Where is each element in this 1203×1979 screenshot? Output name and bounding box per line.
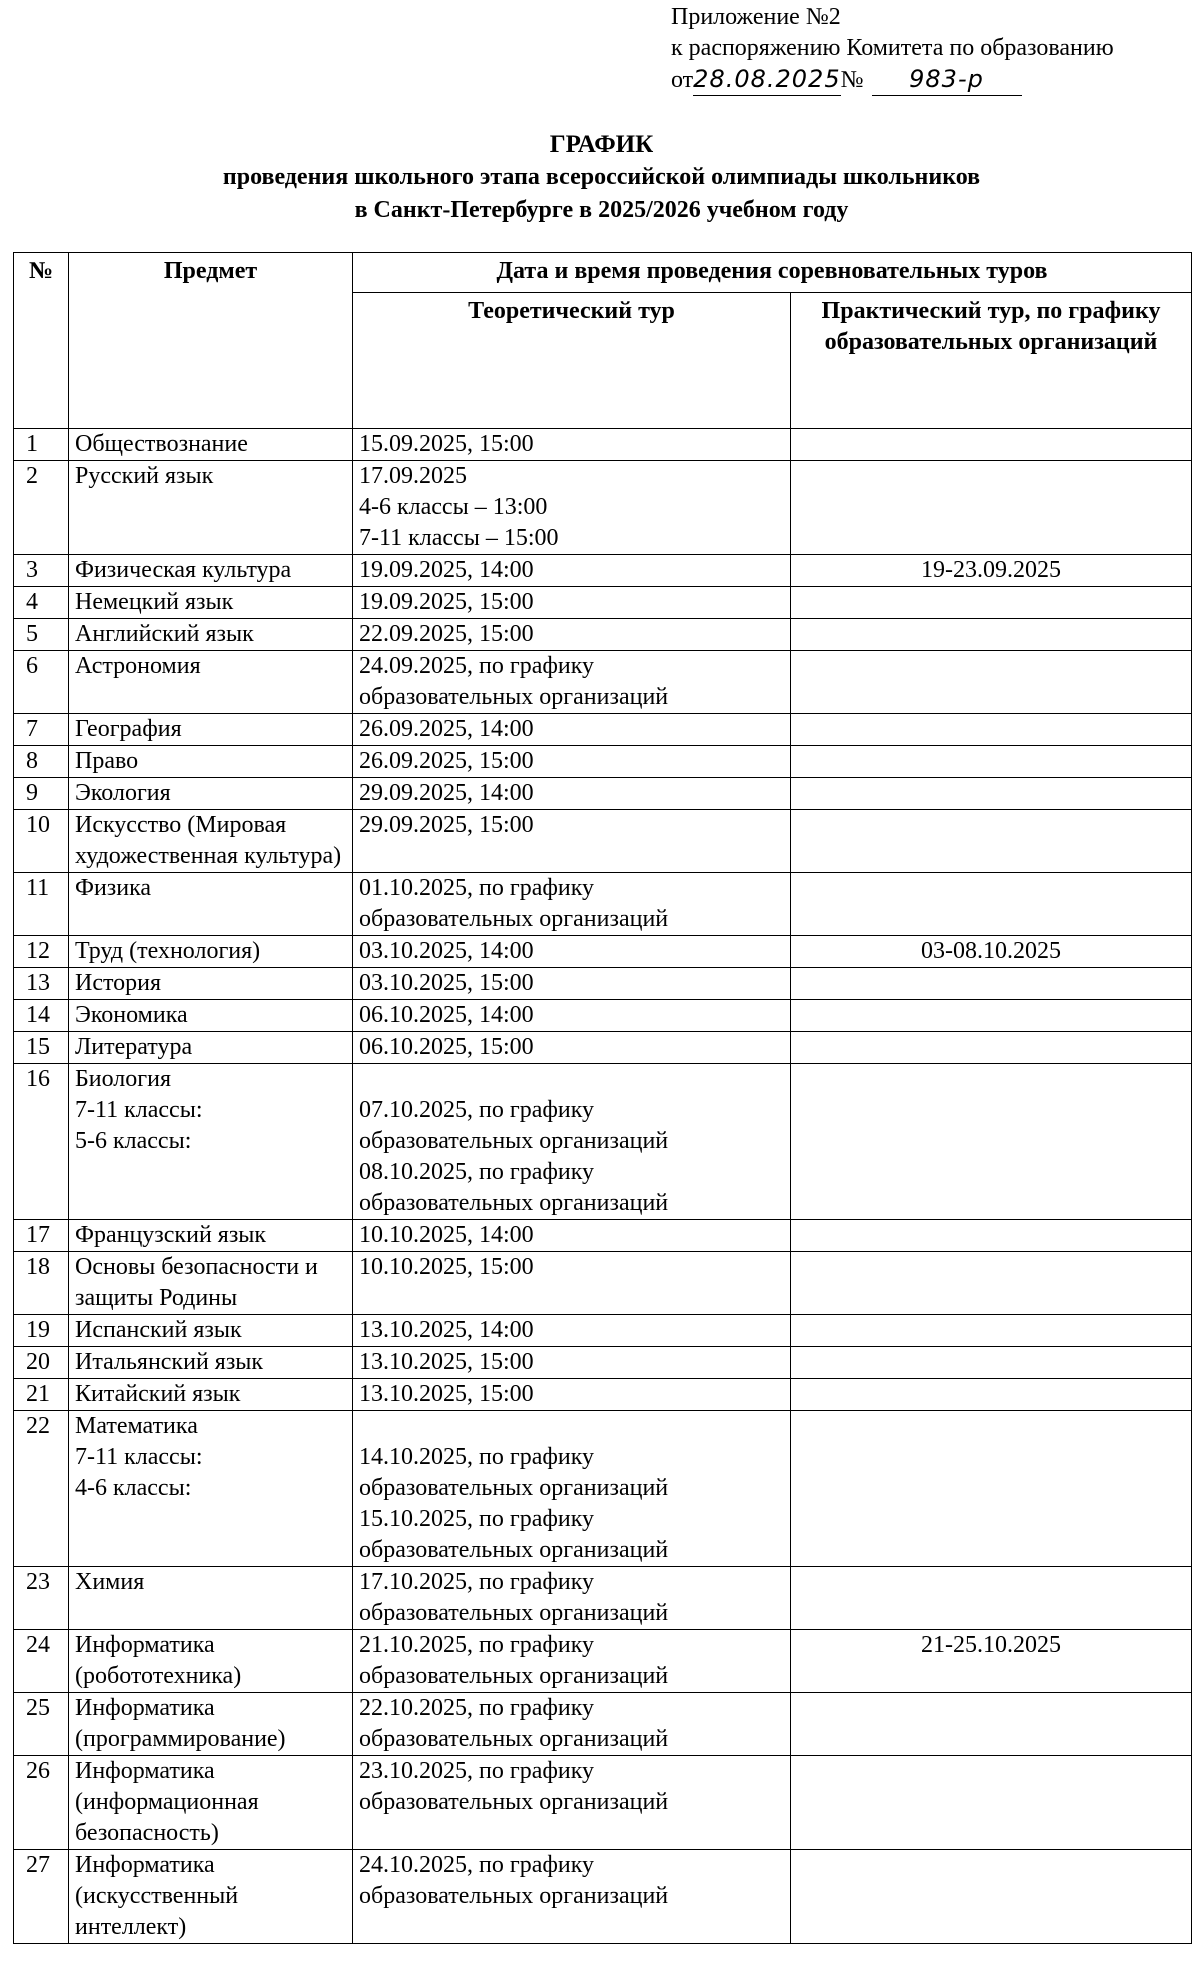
row-practice-dates [791, 810, 1192, 873]
table-row [14, 1032, 1192, 1064]
row-practice-dates [791, 651, 1192, 714]
row-subject: Информатика (информационная безопасность) [69, 1756, 353, 1850]
row-theory-datetime: 19.09.2025, 14:00 [353, 555, 791, 587]
row-number: 25 [14, 1693, 69, 1756]
table-row [14, 968, 1192, 1000]
row-theory-datetime: 29.09.2025, 15:00 [353, 810, 791, 873]
row-number: 13 [14, 968, 69, 1000]
annex-order-reference: к распоряжению Комитета по образованию [671, 35, 1114, 61]
row-number: 17 [14, 1220, 69, 1252]
row-number: 4 [14, 587, 69, 619]
table-row [14, 1064, 1192, 1220]
table-row [14, 651, 1192, 714]
annex-title: Приложение №2 [671, 4, 841, 30]
row-number: 19 [14, 1315, 69, 1347]
row-number: 11 [14, 873, 69, 936]
row-number: 5 [14, 619, 69, 651]
row-practice-dates [791, 1756, 1192, 1850]
row-number: 14 [14, 1000, 69, 1032]
row-theory-datetime: 03.10.2025, 14:00 [353, 936, 791, 968]
row-practice-dates [791, 1347, 1192, 1379]
row-theory-datetime: 06.10.2025, 15:00 [353, 1032, 791, 1064]
row-subject: Русский язык [69, 461, 353, 555]
row-practice-dates [791, 1693, 1192, 1756]
table-row [14, 1756, 1192, 1850]
schedule-table [13, 252, 1192, 1944]
row-subject: Немецкий язык [69, 587, 353, 619]
row-subject: Основы безопасности и защиты Родины [69, 1252, 353, 1315]
table-row [14, 1630, 1192, 1693]
row-subject: Астрономия [69, 651, 353, 714]
row-practice-dates [791, 461, 1192, 555]
title-line-2: проведения школьного этапа всероссийской олимпиады школьников [222, 164, 981, 190]
row-number: 26 [14, 1756, 69, 1850]
row-theory-datetime: 10.10.2025, 15:00 [353, 1252, 791, 1315]
row-practice-dates [791, 1064, 1192, 1220]
row-number: 10 [14, 810, 69, 873]
row-practice-dates [791, 714, 1192, 746]
table-row [14, 555, 1192, 587]
row-subject: Математика 7-11 классы: 4-6 классы: [69, 1411, 353, 1567]
table-row [14, 1000, 1192, 1032]
row-theory-datetime: 24.09.2025, по графику образовательных организаций [353, 651, 791, 714]
row-number: 7 [14, 714, 69, 746]
row-subject: Химия [69, 1567, 353, 1630]
table-row [14, 714, 1192, 746]
row-practice-dates [791, 778, 1192, 810]
header-number: № [14, 253, 69, 429]
title-line-3: в Санкт-Петербурге в 2025/2026 учебном году [354, 197, 849, 223]
table-row [14, 810, 1192, 873]
row-practice-dates: 03-08.10.2025 [791, 936, 1192, 968]
row-theory-datetime: 19.09.2025, 15:00 [353, 587, 791, 619]
row-theory-datetime: 17.10.2025, по графику образовательных организаций [353, 1567, 791, 1630]
row-number: 22 [14, 1411, 69, 1567]
row-number: 3 [14, 555, 69, 587]
row-theory-datetime: 24.10.2025, по графику образовательных организаций [353, 1850, 791, 1944]
handwritten-number: 983-р [872, 64, 1022, 96]
row-practice-dates [791, 746, 1192, 778]
row-subject: Английский язык [69, 619, 353, 651]
row-subject: История [69, 968, 353, 1000]
row-subject: Право [69, 746, 353, 778]
row-subject: Китайский язык [69, 1379, 353, 1411]
row-subject: География [69, 714, 353, 746]
row-theory-datetime: 10.10.2025, 14:00 [353, 1220, 791, 1252]
table-row [14, 1567, 1192, 1630]
row-subject: Биология 7-11 классы: 5-6 классы: [69, 1064, 353, 1220]
table-row [14, 1252, 1192, 1315]
row-theory-datetime: 15.09.2025, 15:00 [353, 429, 791, 461]
row-theory-datetime: 23.10.2025, по графику образовательных организаций [353, 1756, 791, 1850]
row-subject: Физика [69, 873, 353, 936]
row-theory-datetime: 14.10.2025, по графику образовательных организаций 15.10.2025, по графику образовательных организаций [353, 1411, 791, 1567]
row-theory-datetime: 29.09.2025, 14:00 [353, 778, 791, 810]
row-theory-datetime: 26.09.2025, 15:00 [353, 746, 791, 778]
row-number: 24 [14, 1630, 69, 1693]
row-number: 16 [14, 1064, 69, 1220]
row-number: 2 [14, 461, 69, 555]
header-practice: Практический тур, по графику образовательных организаций [791, 293, 1192, 429]
row-practice-dates [791, 429, 1192, 461]
row-number: 6 [14, 651, 69, 714]
row-subject: Итальянский язык [69, 1347, 353, 1379]
table-row [14, 1347, 1192, 1379]
table-row [14, 1379, 1192, 1411]
table-row [14, 1315, 1192, 1347]
row-number: 15 [14, 1032, 69, 1064]
document-title [0, 128, 1203, 227]
row-subject: Испанский язык [69, 1315, 353, 1347]
table-row [14, 461, 1192, 555]
row-subject: Труд (технология) [69, 936, 353, 968]
table-row [14, 778, 1192, 810]
row-theory-datetime: 03.10.2025, 15:00 [353, 968, 791, 1000]
row-practice-dates [791, 1220, 1192, 1252]
table-row [14, 1220, 1192, 1252]
row-theory-datetime: 17.09.2025 4-6 классы – 13:00 7-11 классы – 15:00 [353, 461, 791, 555]
row-theory-datetime: 13.10.2025, 15:00 [353, 1379, 791, 1411]
row-practice-dates [791, 1000, 1192, 1032]
table-row [14, 1693, 1192, 1756]
row-practice-dates: 21-25.10.2025 [791, 1630, 1192, 1693]
row-practice-dates [791, 1252, 1192, 1315]
table-row [14, 936, 1192, 968]
table-row [14, 746, 1192, 778]
row-number: 23 [14, 1567, 69, 1630]
row-theory-datetime: 06.10.2025, 14:00 [353, 1000, 791, 1032]
schedule-rows [14, 429, 1192, 1944]
row-subject: Французский язык [69, 1220, 353, 1252]
row-subject: Искусство (Мировая художественная культура) [69, 810, 353, 873]
header-theory: Теоретический тур [353, 293, 791, 429]
row-number: 20 [14, 1347, 69, 1379]
table-row [14, 1850, 1192, 1944]
table-row [14, 429, 1192, 461]
row-theory-datetime: 21.10.2025, по графику образовательных организаций [353, 1630, 791, 1693]
table-row [14, 873, 1192, 936]
row-subject: Обществознание [69, 429, 353, 461]
row-theory-datetime: 22.10.2025, по графику образовательных организаций [353, 1693, 791, 1756]
row-theory-datetime: 13.10.2025, 15:00 [353, 1347, 791, 1379]
row-theory-datetime: 07.10.2025, по графику образовательных организаций 08.10.2025, по графику образовательных организаций [353, 1064, 791, 1220]
row-theory-datetime: 01.10.2025, по графику образовательных организаций [353, 873, 791, 936]
table-row [14, 619, 1192, 651]
row-practice-dates [791, 619, 1192, 651]
row-subject: Информатика (искусственный интеллект) [69, 1850, 353, 1944]
row-number: 21 [14, 1379, 69, 1411]
table-row [14, 587, 1192, 619]
row-practice-dates [791, 1379, 1192, 1411]
row-practice-dates [791, 873, 1192, 936]
row-practice-dates [791, 968, 1192, 1000]
row-number: 27 [14, 1850, 69, 1944]
row-subject: Физическая культура [69, 555, 353, 587]
row-theory-datetime: 22.09.2025, 15:00 [353, 619, 791, 651]
row-practice-dates: 19-23.09.2025 [791, 555, 1192, 587]
row-number: 1 [14, 429, 69, 461]
row-number: 8 [14, 746, 69, 778]
row-theory-datetime: 13.10.2025, 14:00 [353, 1315, 791, 1347]
row-number: 9 [14, 778, 69, 810]
row-practice-dates [791, 1315, 1192, 1347]
header-subject: Предмет [69, 253, 353, 429]
row-practice-dates [791, 1567, 1192, 1630]
row-subject: Экология [69, 778, 353, 810]
annex-ot-label: от [671, 67, 694, 93]
row-practice-dates [791, 587, 1192, 619]
annex-number-label: № [840, 67, 864, 93]
row-practice-dates [791, 1032, 1192, 1064]
title-main: ГРАФИК [549, 131, 654, 158]
header-datetime: Дата и время проведения соревновательных туров [353, 253, 1192, 293]
table-row [14, 1411, 1192, 1567]
annex-date-number-line [671, 64, 1114, 96]
row-subject: Информатика (программирование) [69, 1693, 353, 1756]
row-number: 18 [14, 1252, 69, 1315]
row-theory-datetime: 26.09.2025, 14:00 [353, 714, 791, 746]
row-practice-dates [791, 1850, 1192, 1944]
row-number: 12 [14, 936, 69, 968]
row-subject: Экономика [69, 1000, 353, 1032]
handwritten-date: 28.08.2025 [693, 64, 840, 96]
row-subject: Информатика (робототехника) [69, 1630, 353, 1693]
annex-block [671, 2, 1114, 96]
row-practice-dates [791, 1411, 1192, 1567]
row-subject: Литература [69, 1032, 353, 1064]
